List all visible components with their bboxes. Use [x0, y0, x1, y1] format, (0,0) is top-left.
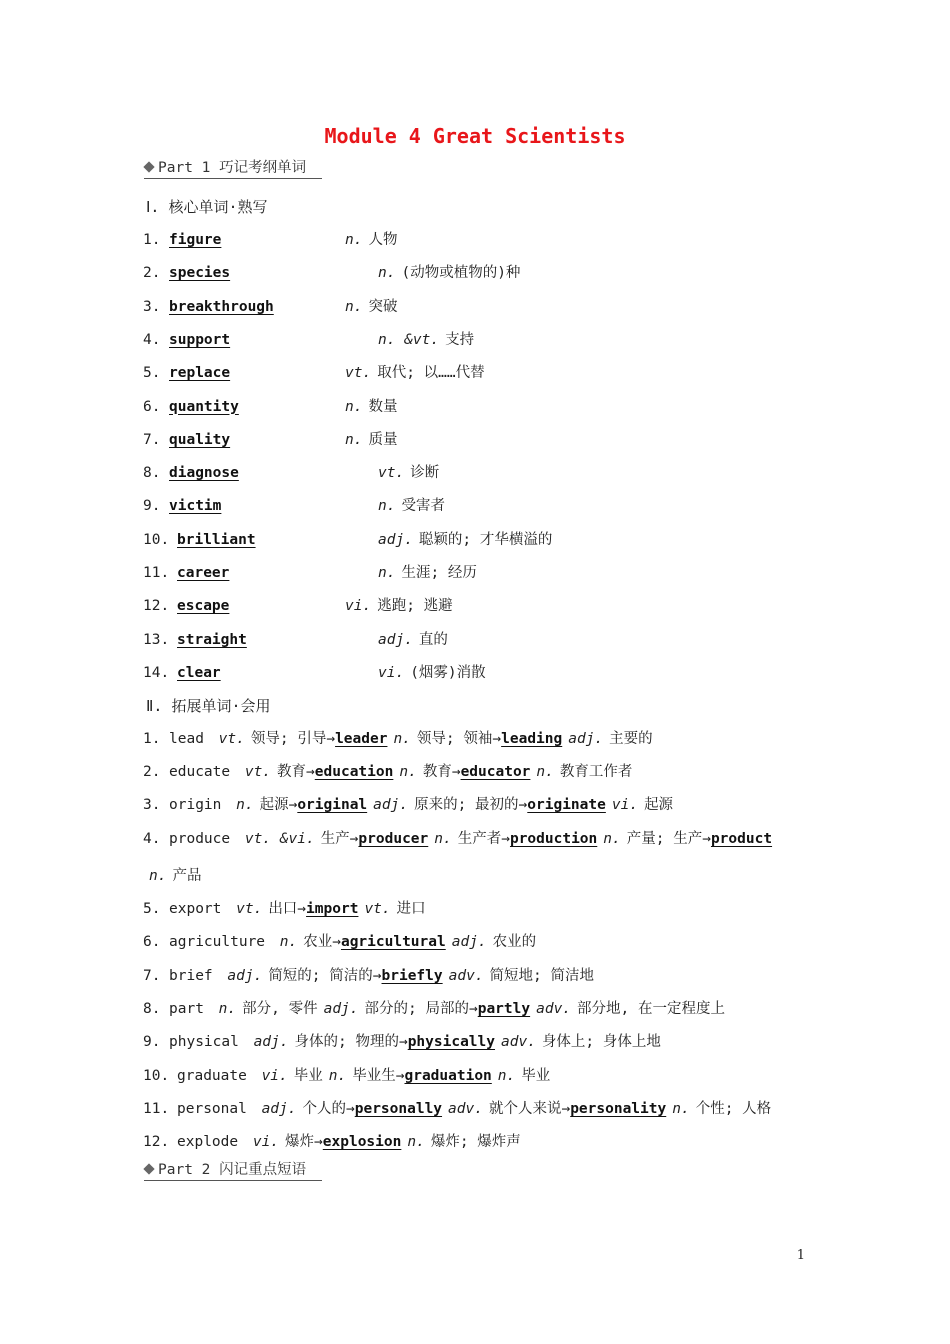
answer-word: partly	[477, 1001, 531, 1017]
item-number: 10.	[143, 1068, 170, 1084]
item-number: 4.	[143, 831, 161, 847]
section-ext-heading: Ⅱ. 拓展单词·会用	[146, 697, 271, 715]
core-word-row	[143, 563, 229, 583]
word-text: 起源→	[259, 797, 298, 813]
word-definition	[378, 630, 448, 650]
part-of-speech: vi.	[261, 1068, 288, 1084]
part-of-speech: n.	[393, 731, 411, 747]
word-text: brief	[169, 968, 222, 984]
word-text: explode	[177, 1134, 247, 1150]
word-text: export	[169, 901, 231, 917]
core-word-row	[143, 297, 274, 317]
core-word-row	[143, 496, 221, 516]
part-of-speech: vi.	[611, 797, 639, 813]
answer-word: originate	[527, 797, 606, 813]
item-number: 5.	[143, 365, 161, 382]
definition-text: 取代; 以……代替	[377, 365, 485, 382]
part-of-speech: vt. &vi.	[244, 831, 315, 847]
extended-word-row	[143, 1132, 521, 1152]
core-word-row	[143, 596, 229, 616]
definition-text: 诊断	[410, 465, 440, 482]
answer-word: career	[177, 565, 230, 581]
part-of-speech: vi.	[252, 1134, 280, 1150]
word-text: physical	[169, 1034, 248, 1050]
answer-word: original	[297, 797, 368, 813]
answer-word: figure	[169, 232, 222, 248]
answer-word: quantity	[169, 398, 239, 415]
part-of-speech: n.	[345, 232, 363, 248]
core-word-row	[143, 397, 239, 417]
extended-word-row	[143, 1032, 661, 1052]
part-1-heading	[144, 158, 322, 179]
part-of-speech: adj.	[373, 797, 409, 813]
item-number: 13.	[143, 631, 170, 648]
definition-text: 聪颖的; 才华横溢的	[418, 531, 553, 548]
answer-word: brilliant	[177, 531, 256, 548]
extended-word-row	[143, 1099, 771, 1119]
word-text: 产品	[172, 868, 202, 884]
word-definition	[378, 463, 439, 483]
word-text: 生产者→	[457, 831, 510, 847]
item-number: 1.	[143, 232, 161, 248]
item-number: 12.	[143, 598, 170, 615]
part-of-speech: vt.	[244, 764, 272, 780]
item-number: 5.	[143, 901, 161, 917]
extended-word-row	[143, 966, 594, 986]
item-number: 8.	[143, 465, 161, 482]
part-of-speech: n.	[149, 868, 167, 884]
word-text: 毕业	[293, 1068, 323, 1084]
word-definition	[345, 297, 397, 317]
word-text: 个人的→	[302, 1101, 355, 1117]
part-of-speech: n.	[345, 298, 363, 315]
word-text: 进口	[396, 901, 426, 917]
definition-text: 数量	[368, 398, 398, 415]
word-text: origin	[169, 797, 231, 813]
part-of-speech: n.	[434, 831, 452, 847]
word-text: graduate	[177, 1068, 256, 1084]
answer-word: product	[710, 831, 773, 847]
part-of-speech: n.	[378, 265, 396, 282]
word-text: 部分的; 局部的→	[364, 1001, 478, 1017]
item-number: 11.	[143, 1101, 170, 1117]
word-text: 原来的; 最初的→	[414, 797, 528, 813]
part-of-speech: adv.	[448, 968, 484, 984]
word-definition	[378, 563, 477, 583]
answer-word: agricultural	[340, 934, 446, 950]
part-of-speech: n.	[399, 764, 417, 780]
word-text: 教育工作者	[559, 764, 633, 780]
extended-word-row	[143, 932, 536, 952]
core-word-row	[143, 363, 230, 383]
word-text: 产量; 生产→	[626, 831, 711, 847]
page-number: 1	[796, 1248, 805, 1263]
definition-text: 受害者	[401, 498, 445, 515]
answer-word: support	[169, 331, 231, 348]
part-of-speech: n.	[218, 1001, 237, 1017]
answer-word: physically	[407, 1034, 496, 1050]
answer-word: explosion	[322, 1134, 402, 1150]
part-of-speech: adv.	[501, 1034, 536, 1050]
extended-word-row	[143, 729, 653, 749]
answer-word: quality	[169, 431, 231, 448]
word-text: 简短的; 简洁的→	[268, 968, 382, 984]
item-number: 4.	[143, 331, 161, 348]
diamond-bullet-icon	[143, 1163, 154, 1174]
definition-text: (烟雾)消散	[410, 664, 486, 681]
part-of-speech: n.	[378, 498, 396, 515]
item-number: 2.	[143, 265, 161, 282]
word-text: lead	[169, 731, 213, 747]
part-1-label: Part 1 巧记考纲单词	[158, 160, 307, 176]
core-word-row	[143, 463, 239, 483]
page-title: Module 4 Great Scientists	[324, 124, 626, 148]
word-definition	[378, 330, 474, 350]
word-text: 农业的	[492, 934, 537, 950]
part-of-speech: adv.	[536, 1001, 572, 1017]
answer-word: personally	[354, 1101, 443, 1117]
definition-text: 支持	[445, 331, 475, 348]
core-word-row	[143, 663, 221, 683]
extended-word-row	[143, 829, 772, 849]
part-of-speech: adj.	[568, 731, 604, 747]
answer-word: producer	[358, 831, 429, 847]
extended-word-row	[143, 762, 632, 782]
part-of-speech: n.	[328, 1068, 347, 1084]
part-of-speech: n.	[236, 797, 254, 813]
word-text: 部分, 零件	[242, 1001, 318, 1017]
answer-word: escape	[177, 598, 230, 615]
item-number: 1.	[143, 731, 161, 747]
word-definition	[345, 596, 453, 616]
part-of-speech: vt.	[345, 365, 372, 382]
word-text: 身体的; 物理的→	[294, 1034, 408, 1050]
answer-word: leading	[501, 731, 563, 747]
extended-word-row	[143, 999, 725, 1019]
part-of-speech: vt.	[378, 465, 405, 482]
part-of-speech: n.	[603, 831, 621, 847]
item-number: 7.	[143, 431, 161, 448]
answer-word: replace	[169, 365, 231, 382]
answer-word: leader	[335, 731, 388, 747]
word-text: 领导; 领袖→	[416, 731, 502, 747]
part-of-speech: vi.	[345, 598, 372, 615]
diamond-bullet-icon	[143, 161, 154, 172]
core-word-row	[143, 263, 230, 283]
extended-word-row	[143, 899, 426, 919]
part-of-speech: adj.	[378, 531, 413, 548]
item-number: 3.	[143, 298, 161, 315]
part-of-speech: adv.	[448, 1101, 483, 1117]
word-text: 爆炸→	[285, 1134, 323, 1150]
answer-word: victim	[169, 498, 222, 515]
answer-word: straight	[177, 631, 247, 648]
word-text: produce	[169, 831, 239, 847]
item-number: 10.	[143, 531, 170, 548]
word-text: 生产→	[320, 831, 359, 847]
item-number: 3.	[143, 797, 161, 813]
part-of-speech: vt.	[364, 901, 391, 917]
core-word-row	[143, 530, 256, 550]
item-number: 2.	[143, 764, 161, 780]
answer-word: graduation	[404, 1068, 492, 1084]
word-text: 毕业生→	[352, 1068, 405, 1084]
answer-word: breakthrough	[169, 298, 274, 315]
word-definition	[345, 430, 397, 450]
answer-word: diagnose	[169, 465, 239, 482]
definition-text: 生涯; 经历	[401, 565, 477, 581]
answer-word: personality	[570, 1101, 667, 1117]
word-text: educate	[169, 764, 239, 780]
part-of-speech: adj.	[451, 934, 487, 950]
word-text: 教育→	[422, 764, 461, 780]
item-number: 9.	[143, 1034, 161, 1050]
word-text: 身体上; 身体上地	[541, 1034, 661, 1050]
core-word-row	[143, 330, 230, 350]
word-definition	[378, 663, 486, 683]
word-text: agriculture	[169, 934, 274, 950]
part-of-speech: n.	[279, 934, 298, 950]
word-definition	[345, 230, 397, 250]
part-of-speech: adj.	[323, 1001, 359, 1017]
part-of-speech: vt.	[236, 901, 263, 917]
extended-word-row	[143, 795, 673, 815]
item-number: 6.	[143, 934, 161, 950]
part-of-speech: adj.	[378, 631, 413, 648]
extended-word-row	[143, 866, 201, 886]
word-text: 主要的	[609, 731, 653, 747]
word-definition	[378, 496, 445, 516]
word-definition	[378, 263, 520, 283]
word-text: 就个人来说→	[488, 1101, 571, 1117]
part-of-speech: adj.	[261, 1101, 297, 1117]
word-definition	[345, 397, 397, 417]
item-number: 6.	[143, 398, 161, 415]
word-text: 农业→	[303, 934, 341, 950]
core-word-row	[143, 630, 247, 650]
definition-text: 突破	[368, 298, 398, 315]
part-of-speech: adj.	[253, 1034, 289, 1050]
part-of-speech: n.	[345, 431, 363, 448]
part-of-speech: n.	[536, 764, 554, 780]
item-number: 12.	[143, 1134, 170, 1150]
part-of-speech: n.	[378, 565, 396, 581]
part-of-speech: vi.	[378, 664, 405, 681]
word-definition	[378, 530, 552, 550]
part-of-speech: n.	[672, 1101, 690, 1117]
definition-text: 直的	[418, 631, 448, 648]
item-number: 8.	[143, 1001, 161, 1017]
answer-word: production	[509, 831, 598, 847]
definition-text: 逃跑; 逃避	[377, 598, 453, 615]
answer-word: import	[306, 901, 359, 917]
extended-word-row	[143, 1066, 550, 1086]
answer-word: educator	[460, 764, 531, 780]
word-text: part	[169, 1001, 213, 1017]
item-number: 9.	[143, 498, 161, 515]
answer-word: briefly	[381, 968, 443, 984]
part-of-speech: vt.	[218, 731, 245, 747]
word-text: 毕业	[521, 1068, 551, 1084]
core-word-row	[143, 430, 230, 450]
word-text: 起源	[644, 797, 674, 813]
answer-word: clear	[177, 664, 221, 681]
definition-text: 质量	[368, 431, 398, 448]
answer-word: education	[314, 764, 394, 780]
item-number: 11.	[143, 565, 170, 581]
part-of-speech: adj.	[227, 968, 263, 984]
word-text: 部分地, 在一定程度上	[577, 1001, 725, 1017]
word-text: 爆炸; 爆炸声	[430, 1134, 521, 1150]
part-2-heading	[144, 1160, 322, 1181]
section-core-heading: Ⅰ. 核心单词·熟写	[146, 198, 268, 216]
answer-word: species	[169, 265, 231, 282]
part-2-label: Part 2 闪记重点短语	[158, 1162, 307, 1178]
part-of-speech: n.	[497, 1068, 516, 1084]
word-definition	[345, 363, 485, 383]
part-of-speech: n.	[407, 1134, 425, 1150]
core-word-row	[143, 230, 221, 250]
word-text: 简短地; 简洁地	[489, 968, 595, 984]
definition-text: 人物	[368, 232, 398, 248]
item-number: 14.	[143, 664, 170, 681]
word-text: 教育→	[277, 764, 315, 780]
word-text: 领导; 引导→	[250, 731, 336, 747]
part-of-speech: n. &vt.	[378, 331, 440, 348]
part-of-speech: n.	[345, 398, 363, 415]
word-text: 出口→	[268, 901, 307, 917]
item-number: 7.	[143, 968, 161, 984]
word-text: 个性; 人格	[695, 1101, 772, 1117]
definition-text: (动物或植物的)种	[401, 265, 521, 282]
word-text: personal	[177, 1101, 256, 1117]
